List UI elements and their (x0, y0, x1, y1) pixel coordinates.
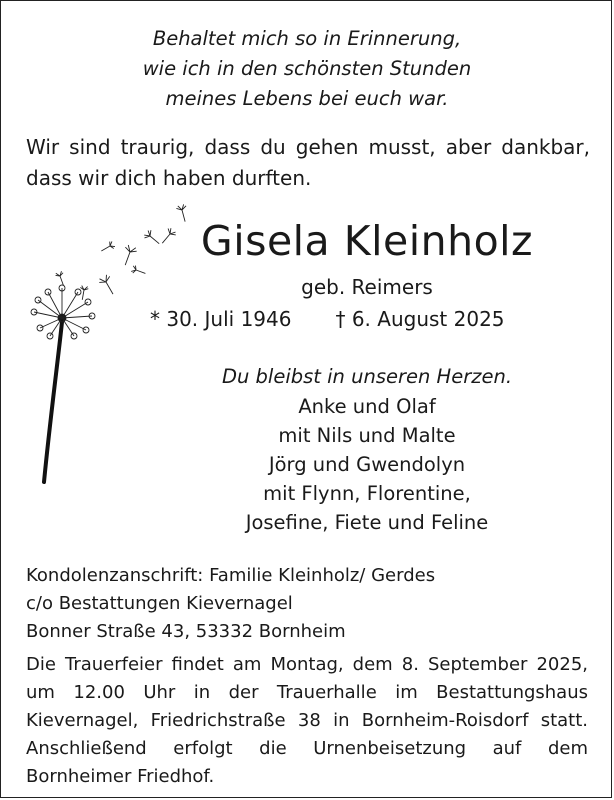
quote-line: wie ich in den schönsten Stunden (142, 57, 472, 80)
family-line: mit Nils und Malte (278, 424, 456, 447)
quote-line: meines Lebens bei euch war. (165, 87, 449, 110)
memorial-quote (0, 24, 614, 114)
family-list (200, 392, 534, 537)
deceased-name: Gisela Kleinholz (200, 217, 534, 265)
ceremony-info: Die Trauerfeier findet am Montag, dem 8. September 2025, um 12.00 Uhr in der Trauerhalle im Bestattungshaus Kievernagel, Friedrichstraße 38 in Bornheim-Roisdorf statt. Anschließend erfolgt die Urnenbeisetzung auf dem Bornheimer Friedhof. (26, 654, 588, 787)
birth-date: * 30. Juli 1946 (150, 307, 292, 331)
quote-line: Behaltet mich so in Erinnerung, (152, 27, 462, 50)
motto: Du bleibst in unseren Herzen. (221, 365, 513, 388)
condolence-line: Kondolenzanschrift: Familie Kleinholz/ Gerdes (26, 565, 436, 586)
family-line: Jörg und Gwendolyn (268, 453, 466, 476)
condolence-line: Bonner Straße 43, 53332 Bornheim (26, 621, 346, 642)
dandelion-icon (20, 190, 200, 490)
maiden-name: geb. Reimers (301, 275, 433, 299)
intro-text: Wir sind traurig, dass du gehen musst, aber dankbar, dass wir dich haben durften. (26, 135, 590, 190)
family-line: Anke und Olaf (298, 395, 436, 418)
family-line: Josefine, Fiete und Feline (245, 511, 489, 534)
death-date: † 6. August 2025 (335, 307, 505, 331)
family-line: mit Flynn, Florentine, (263, 482, 471, 505)
condolence-address (26, 562, 435, 646)
condolence-line: c/o Bestattungen Kievernagel (26, 593, 293, 614)
life-dates (150, 304, 505, 334)
